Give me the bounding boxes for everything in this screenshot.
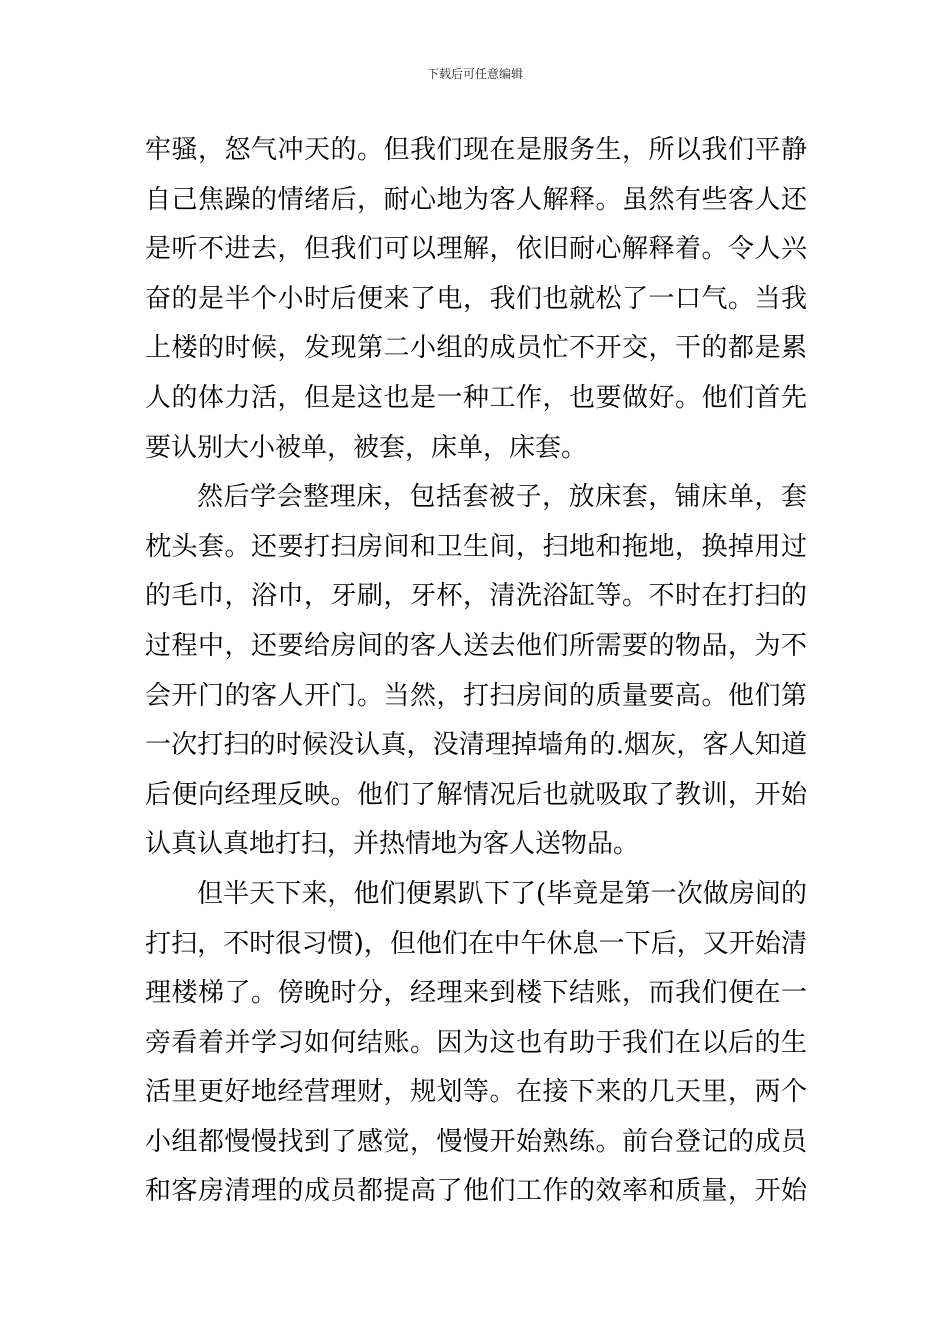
text-line: 上楼的时候，发现第二小组的成员忙不开交，干的都是累 bbox=[145, 333, 807, 364]
text-line: 后便向经理反映。他们了解情况后也就吸取了教训，开始 bbox=[145, 779, 807, 810]
text-line: 人的体力活，但是这也是一种工作，也要做好。他们首先 bbox=[145, 382, 807, 413]
page-header: 下载后可任意编辑 bbox=[426, 67, 523, 81]
document-body bbox=[145, 126, 807, 1217]
text-line: 但半天下来，他们便累趴下了(毕竟是第一次做房间的 bbox=[197, 878, 807, 909]
text-line: 的毛巾，浴巾，牙刷，牙杯，清洗浴缸等。不时在打扫的 bbox=[145, 581, 807, 612]
text-line: 奋的是半个小时后便来了电，我们也就松了一口气。当我 bbox=[145, 283, 807, 314]
text-line: 枕头套。还要打扫房间和卫生间，扫地和拖地，换掉用过 bbox=[145, 531, 807, 562]
text-line: 理楼梯了。傍晚时分，经理来到楼下结账，而我们便在一 bbox=[145, 978, 807, 1009]
text-line: 牢骚，怒气冲天的。但我们现在是服务生，所以我们平静 bbox=[145, 135, 807, 165]
text-line: 旁看着并学习如何结账。因为这也有助于我们在以后的生 bbox=[145, 1027, 807, 1058]
text-line: 小组都慢慢找到了感觉，慢慢开始熟练。前台登记的成员 bbox=[145, 1126, 807, 1157]
text-line: 要认别大小被单，被套，床单，床套。 bbox=[145, 432, 588, 463]
text-line: 然后学会整理床，包括套被子，放床套，铺床单，套 bbox=[197, 482, 807, 513]
text-line: 认真认真地打扫，并热情地为客人送物品。 bbox=[145, 829, 640, 860]
text-line: 自己焦躁的情绪后，耐心地为客人解释。虽然有些客人还 bbox=[145, 184, 807, 215]
text-line: 会开门的客人开门。当然，打扫房间的质量要高。他们第 bbox=[145, 680, 807, 711]
text-line: 是听不进去，但我们可以理解，依旧耐心解释着。令人兴 bbox=[145, 234, 807, 265]
text-line: 过程中，还要给房间的客人送去他们所需要的物品，为不 bbox=[145, 630, 807, 661]
text-line: 一次打扫的时候没认真，没清理掉墙角的.烟灰，客人知道 bbox=[145, 730, 807, 761]
text-line: 打扫，不时很习惯)，但他们在中午休息一下后，又开始清 bbox=[145, 928, 807, 959]
text-line: 和客房清理的成员都提高了他们工作的效率和质量，开始 bbox=[145, 1176, 807, 1207]
text-line: 活里更好地经营理财，规划等。在接下来的几天里，两个 bbox=[145, 1077, 807, 1108]
